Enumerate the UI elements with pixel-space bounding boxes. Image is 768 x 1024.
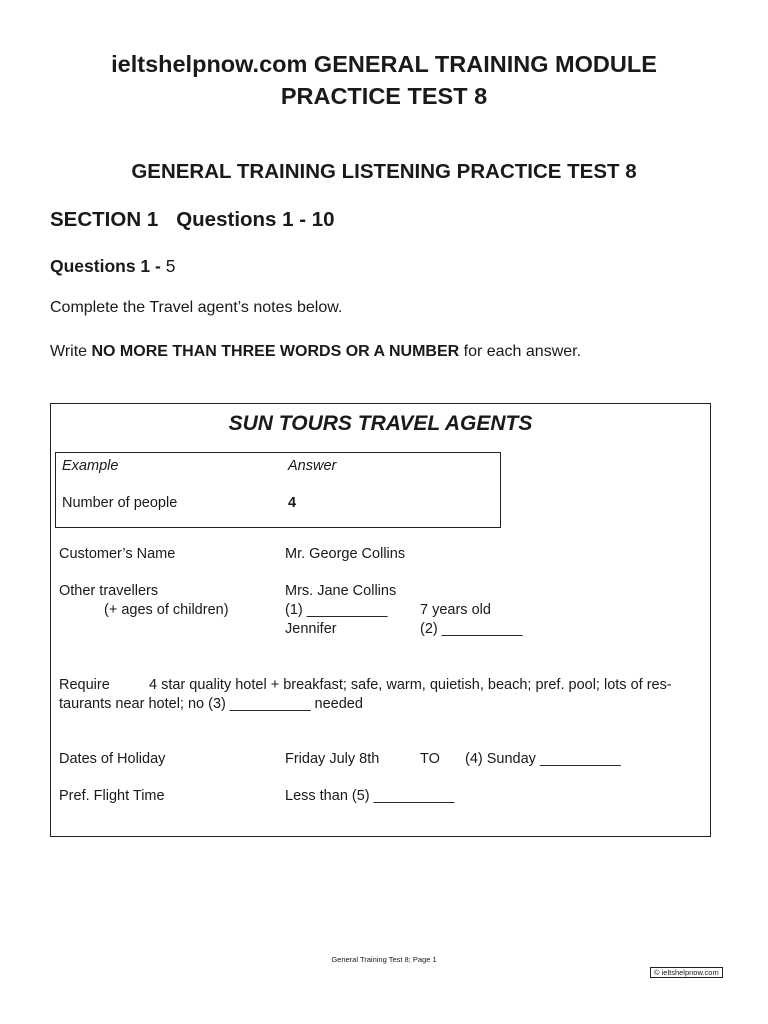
questions-heading: [50, 254, 175, 278]
instruction-word-limit-pre: Write: [50, 343, 92, 360]
require-text: 4 star quality hotel + breakfast; safe, warm, quietish, beach; pref. pool; lots of res-taurants near hotel; no (3) __________ needed: [59, 677, 672, 712]
requirements: [59, 676, 699, 714]
section-questions: Questions 1 - 10: [176, 208, 335, 231]
notes-title: SUN TOURS TRAVEL AGENTS: [228, 412, 533, 435]
instruction-complete-notes: Complete the Travel agent’s notes below.: [50, 299, 343, 316]
questions-label: Questions 1 -: [50, 256, 161, 276]
dates-label: Dates of Holiday: [59, 751, 166, 767]
page-title-line-2: PRACTICE TEST 8: [280, 83, 488, 109]
example-field: Number of people: [62, 495, 178, 511]
traveller-1: Mrs. Jane Collins: [285, 583, 397, 599]
page-title-line-1: ieltshelpnow.com GENERAL TRAINING MODULE: [111, 51, 657, 77]
example-label: Example: [62, 458, 119, 474]
require-label: Require: [59, 677, 110, 693]
dates-to-blank: (4) Sunday __________: [465, 751, 621, 767]
example-box: [55, 452, 501, 528]
dates-to-word: TO: [420, 751, 440, 767]
flight-time-blank: Less than (5) __________: [285, 788, 455, 804]
instruction-word-limit-bold: NO MORE THAN THREE WORDS OR A NUMBER: [91, 343, 460, 360]
flight-time-label: Pref. Flight Time: [59, 788, 165, 804]
traveller-3-age-blank: (2) __________: [420, 621, 523, 637]
questions-number: 5: [165, 256, 176, 276]
instruction-word-limit-post: for each answer.: [459, 343, 582, 360]
example-value: 4: [288, 495, 297, 511]
section-label: SECTION 1: [50, 208, 159, 231]
page-footer: General Training Test 8; Page 1: [331, 955, 437, 964]
copyright-notice: © ieltshelpnow.com: [650, 967, 723, 978]
traveller-3: Jennifer: [285, 621, 337, 637]
traveller-2-blank: (1) __________: [285, 602, 388, 618]
answer-label: Answer: [288, 458, 337, 474]
section-heading: [50, 206, 335, 234]
customer-name-label: Customer’s Name: [59, 546, 176, 562]
instruction-word-limit: [50, 341, 581, 363]
travel-agent-notes-box: [50, 403, 711, 837]
children-ages-label: (+ ages of children): [104, 602, 229, 618]
listening-test-title: GENERAL TRAINING LISTENING PRACTICE TEST 8: [131, 160, 637, 183]
traveller-2-age: 7 years old: [420, 602, 491, 618]
page-title: [0, 48, 768, 112]
customer-name-value: Mr. George Collins: [285, 546, 406, 562]
other-travellers-label: Other travellers: [59, 583, 159, 599]
dates-from: Friday July 8th: [285, 751, 380, 767]
